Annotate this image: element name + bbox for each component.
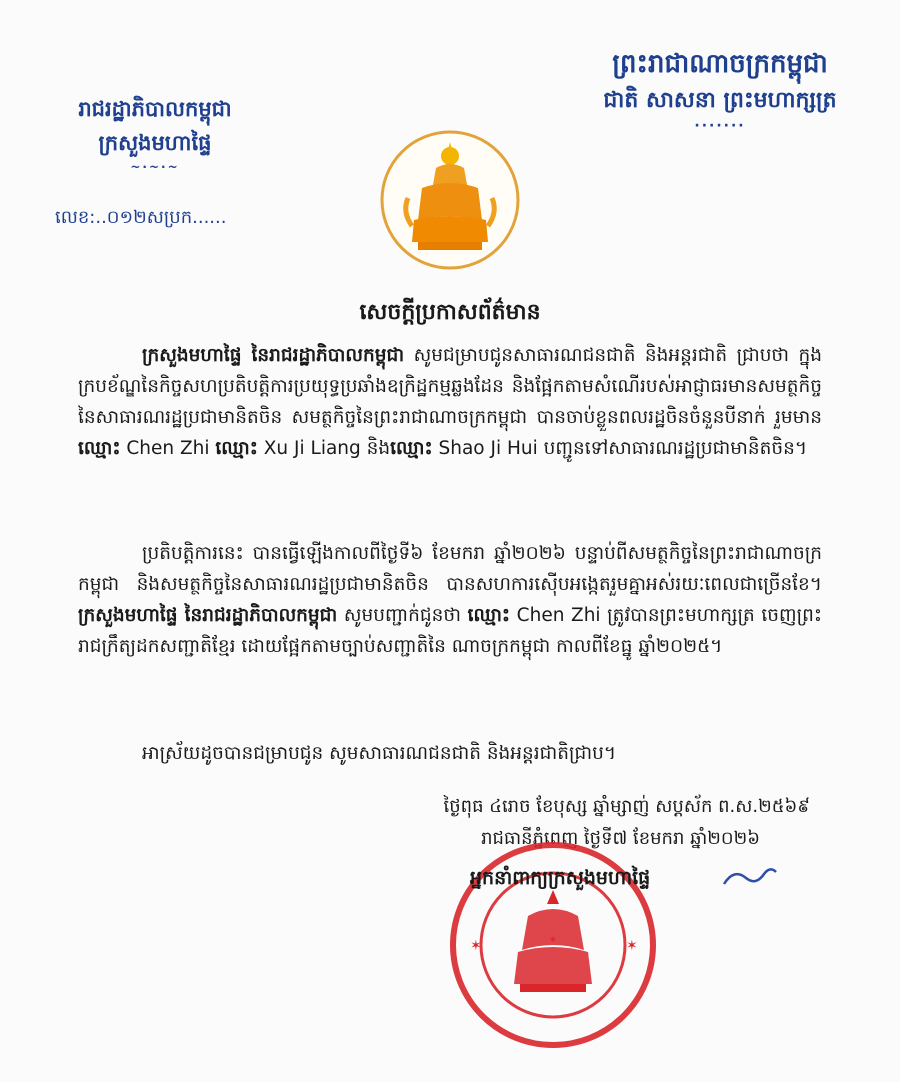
suspect-name-2: Xu Ji Liang: [257, 438, 367, 459]
name-label: ឈ្មោះ: [215, 438, 258, 459]
suspect-name-3: Shao Ji Hui: [432, 438, 544, 459]
ministry-name: ក្រសួងមហាផ្ទៃ: [98, 131, 212, 155]
government-name: រាជរដ្ឋាភិបាលកម្ពុជា: [78, 97, 232, 121]
p2-text: ប្រតិបត្តិការនេះ បានធ្វើឡើងកាលពីថ្ងៃទី៦ ខែមករា ឆ្នាំ២០២៦ បន្ទាប់ពីសមត្ថកិច្ចនៃព្រះរាជាណាចក្រកម្ពុជា និងសមត្ថកិច្ចនៃសាធារណរដ្ឋប្រជាមានិតចិន បានសហការស៊ើបអង្កេតរួមគ្នាអស់រយៈពេលជាច្រើនខែ។: [78, 543, 822, 595]
kingdom-motto: ជាតិ សាសនា ព្រះមហាក្សត្រ: [603, 88, 837, 113]
svg-text:✶: ✶: [626, 938, 638, 954]
suspect-name-1: Chen Zhi: [120, 438, 216, 459]
p1-text: សូមជម្រាបជូនសាធារណជនជាតិ និងអន្តរជាតិ ជ្រាបថា ក្នុងក្របខ័ណ្ឌនៃកិច្ចសហប្រតិបត្តិការប្រយុទ្ធប្រឆាំងឧក្រិដ្ឋកម្មឆ្លងដែន និងផ្អែកតាមសំណើរបស់អាជ្ញាធរមានសមត្ថកិច្ចនៃសាធារណរដ្ឋប្រជាមានិតចិន សមត្ថកិច្ចនៃព្រះរាជាណាចក្រកម្ពុជា បានចាប់ខ្លួនពលរដ្ឋចិនចំនួនបីនាក់ រួមមាន: [78, 345, 822, 428]
svg-text:✶: ✶: [470, 938, 482, 954]
p2-mid: សូមបញ្ជាក់ជូនថា: [337, 605, 468, 626]
paragraph-2: [78, 538, 822, 662]
kingdom-name: ព្រះរាជាណាចក្រកម្ពុជា: [612, 49, 828, 79]
name-label: ឈ្មោះ: [390, 438, 433, 459]
ministry-reference: ក្រសួងមហាផ្ទៃ នៃរាជរដ្ឋាភិបាលកម្ពុជា: [78, 605, 338, 626]
ministry-reference: ក្រសួងមហាផ្ទៃ នៃរាជរដ្ឋាភិបាលកម្ពុជា: [142, 345, 405, 366]
royal-emblem-icon: [378, 128, 522, 272]
paragraph-3: [78, 738, 822, 769]
name-label: ឈ្មោះ: [78, 438, 121, 459]
kingdom-header: [570, 44, 870, 134]
p2-tail: Chen Zhi ត្រូវបានព្រះមហាក្សត្រ ចេញព្រះរាជក្រឹត្យដកសញ្ជាតិខ្មែរ ដោយផ្អែកតាមច្បាប់សញ្ជាតិនៃ ណាចក្រកម្ពុជា កាលពីខែធ្នូ ឆ្នាំ២០២៥។: [78, 605, 822, 657]
lunar-date: ថ្ងៃពុធ ៤រោច ខែបុស្ស ឆ្នាំម្សាញ់ សប្តស័ក ព.ស.២៥៦៩: [443, 796, 810, 817]
ornament-divider: ~·~·~: [130, 160, 180, 174]
svg-text:✶: ✶: [548, 935, 558, 946]
ministry-header: [60, 92, 250, 174]
conjunction: និង: [366, 438, 391, 459]
ornament-divider: ·······: [694, 118, 746, 134]
p3-text: អាស្រ័យដូចបានជម្រាបជូន សូមសាធារណជនជាតិ និងអន្តរជាតិជ្រាប។: [142, 743, 617, 764]
signer-title: អ្នកនាំពាក្យក្រសួងមហាផ្ទៃ: [470, 867, 651, 889]
name-label: ឈ្មោះ: [467, 605, 511, 626]
document-title: សេចក្ដីប្រកាសព័ត៌មាន: [359, 300, 541, 325]
signature-icon: [720, 860, 780, 894]
p1-tail: បញ្ជូនទៅសាធារណរដ្ឋប្រជាមានិតចិន។: [543, 438, 808, 459]
solar-date: រាជធានីភ្នំពេញ ថ្ងៃទី៧ ខែមករា ឆ្នាំ២០២៦: [481, 828, 760, 849]
paragraph-1: [78, 340, 822, 464]
reference-number: លេខ:..០១២សប្រក......: [55, 207, 227, 228]
